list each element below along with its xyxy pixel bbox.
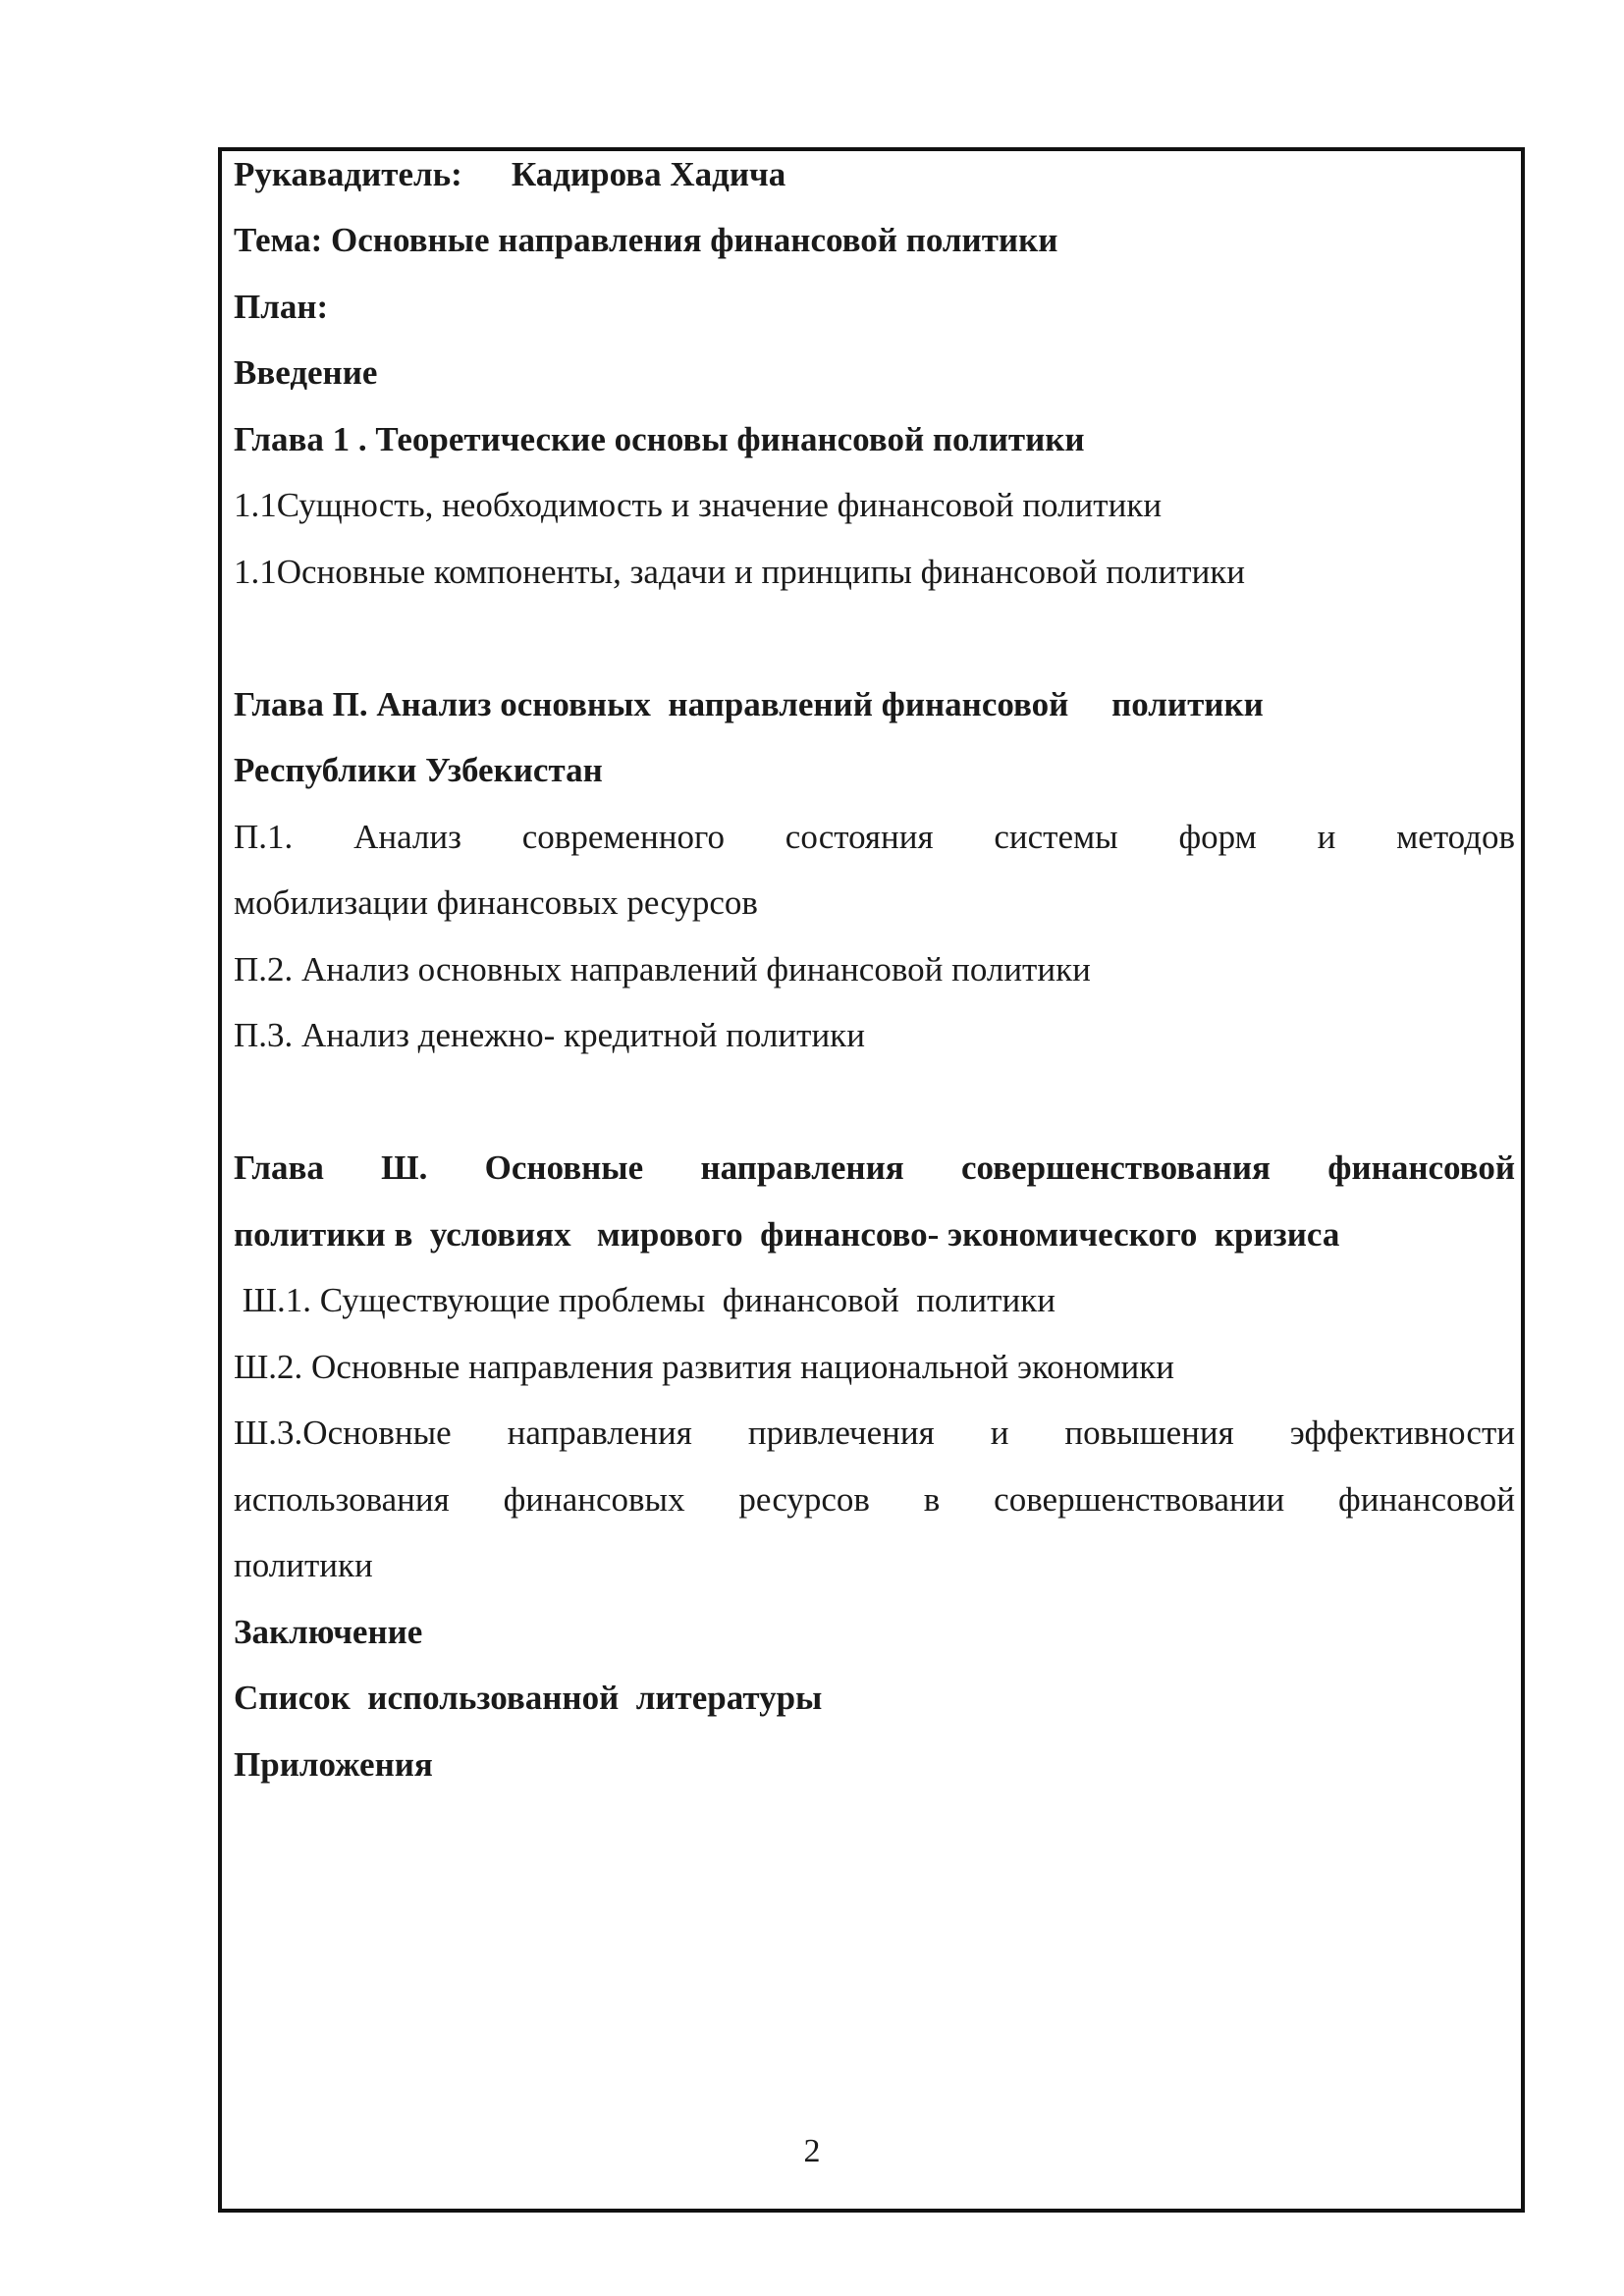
chapter1-item-1: 1.1Сущность, необходимость и значение финансовой политики [234,486,1163,524]
bibliography-entry: Список использованной литературы [234,1679,823,1717]
page-number: 2 [803,2133,821,2169]
chapter2-item-1-line2: мобилизации финансовых ресурсов [234,883,758,922]
chapter3-item-3-line3: политики [234,1546,373,1584]
chapter2-item-2: П.2. Анализ основных направлений финансовой политики [234,950,1091,988]
supervisor-name: Кадирова Хадича [511,155,786,193]
chapter3-title-line2: политики в условиях мирового финансово- экономического кризиса [234,1215,1340,1254]
topic-heading: Тема: Основные направления финансовой политики [234,221,1058,259]
supervisor-label: Рукавадитель: [234,155,462,193]
chapter1-title: Глава 1 . Теоретические основы финансовой политики [234,420,1085,458]
chapter2-item-3: П.3. Анализ денежно- кредитной политики [234,1016,865,1054]
chapter2-item-1-line1: П.1. Анализ современного состояния системы форм и методов [234,818,1515,856]
chapter2-title-line2: Республики Узбекистан [234,751,603,789]
conclusion-entry: Заключение [234,1613,423,1651]
supervisor-line [234,155,785,194]
chapter1-item-2: 1.1Основные компоненты, задачи и принципы финансовой политики [234,553,1246,591]
introduction-entry: Введение [234,353,378,392]
chapter3-item-1: Ш.1. Существующие проблемы финансовой политики [234,1281,1056,1319]
chapter3-item-2: Ш.2. Основные направления развития национальной экономики [234,1348,1174,1386]
chapter3-title-line1: Глава Ш. Основные направления совершенствования финансовой [234,1148,1515,1187]
chapter3-item-3-line1: Ш.3.Основные направления привлечения и повышения эффективности [234,1414,1515,1452]
chapter2-title-line1: Глава П. Анализ основных направлений финансовой политики [234,685,1264,723]
chapter3-item-3-line2: использования финансовых ресурсов в совершенствовании финансовой [234,1480,1515,1519]
plan-label: План: [234,288,329,326]
appendices-entry: Приложения [234,1745,433,1784]
